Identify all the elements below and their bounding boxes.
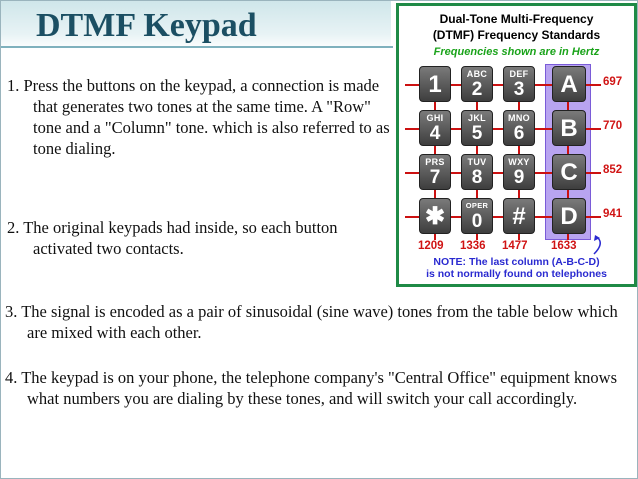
key-letters: PRS	[425, 157, 445, 167]
figure-title-line1: Dual-Tone Multi-Frequency	[439, 12, 594, 26]
row-frequency-4: 941	[603, 208, 623, 220]
key-digit: 5	[471, 123, 483, 144]
column-frequency-1: 1209	[418, 240, 444, 252]
figure-subtitle: Frequencies shown are in Hertz	[433, 46, 600, 58]
point-1-number: 1.	[7, 76, 20, 95]
key-letters: DEF	[509, 69, 529, 79]
slide-title: DTMF Keypad	[36, 7, 257, 44]
column-frequency-4: 1633	[551, 240, 577, 252]
point-2-number: 2.	[7, 218, 20, 237]
key-3	[503, 66, 535, 102]
key-letters: JKL	[468, 113, 486, 123]
key-digit: 9	[513, 167, 525, 188]
key-16	[552, 198, 586, 234]
key-7	[503, 110, 535, 146]
key-digit: C	[560, 159, 578, 186]
key-2	[461, 66, 493, 102]
key-digit: 4	[429, 123, 441, 144]
point-4-number: 4.	[5, 368, 18, 387]
column-frequency-3: 1477	[502, 240, 528, 252]
point-3-text: The signal is encoded as a pair of sinusoidal (sine wave) tones from the table below which are mixed with each other.	[21, 302, 618, 342]
key-digit: 8	[471, 167, 483, 188]
point-4-text: The keypad is on your phone, the telephone company's "Central Office" equipment knows what numbers you are dialing by these tones, and will switch your call accordingly.	[21, 368, 617, 408]
dtmf-figure	[396, 3, 637, 287]
key-digit: 7	[429, 167, 441, 188]
key-12	[552, 154, 586, 190]
column-frequency-2: 1336	[460, 240, 486, 252]
point-2	[7, 217, 391, 259]
point-1	[7, 75, 391, 159]
figure-note	[399, 256, 634, 280]
key-digit: 1	[428, 71, 442, 98]
key-15	[503, 198, 535, 234]
key-digit: 3	[513, 79, 525, 100]
key-digit: 2	[471, 79, 483, 100]
key-9	[419, 154, 451, 190]
key-14	[461, 198, 493, 234]
key-11	[503, 154, 535, 190]
key-1	[419, 66, 451, 102]
point-3	[5, 301, 635, 343]
key-13	[419, 198, 451, 234]
point-3-number: 3.	[5, 302, 18, 321]
key-letters: WXY	[508, 157, 530, 167]
key-4	[552, 66, 586, 102]
point-4	[5, 367, 635, 409]
key-letters: ABC	[466, 69, 488, 79]
key-5	[419, 110, 451, 146]
row-frequency-3: 852	[603, 164, 623, 176]
key-10	[461, 154, 493, 190]
point-2-text: The original keypads had inside, so each button activated two contacts.	[23, 218, 338, 258]
key-digit: 0	[471, 211, 483, 232]
key-letters: TUV	[467, 157, 487, 167]
row-frequency-2: 770	[603, 120, 623, 132]
key-digit: ✱	[424, 203, 446, 230]
row-frequency-1: 697	[603, 76, 623, 88]
dtmf-figure-panel	[399, 6, 634, 284]
note-line-1: NOTE: The last column (A-B-C-D)	[433, 256, 600, 268]
key-8	[552, 110, 586, 146]
figure-title-line2: (DTMF) Frequency Standards	[432, 28, 601, 42]
title-underline	[1, 46, 393, 48]
key-digit: B	[560, 115, 578, 142]
key-digit: #	[512, 203, 526, 230]
key-6	[461, 110, 493, 146]
note-line-2: is not normally found on telephones	[426, 268, 607, 280]
key-digit: D	[560, 203, 578, 230]
point-1-text: Press the buttons on the keypad, a connection is made that generates two tones at the same time. A "Row" tone and a "Column" tone. which is also referred to as tone dialing.	[23, 76, 390, 158]
key-digit: 6	[513, 123, 525, 144]
key-letters: OPER	[465, 201, 489, 210]
key-letters: GHI	[426, 113, 444, 123]
key-letters: MNO	[508, 113, 530, 123]
key-digit: A	[560, 71, 578, 98]
